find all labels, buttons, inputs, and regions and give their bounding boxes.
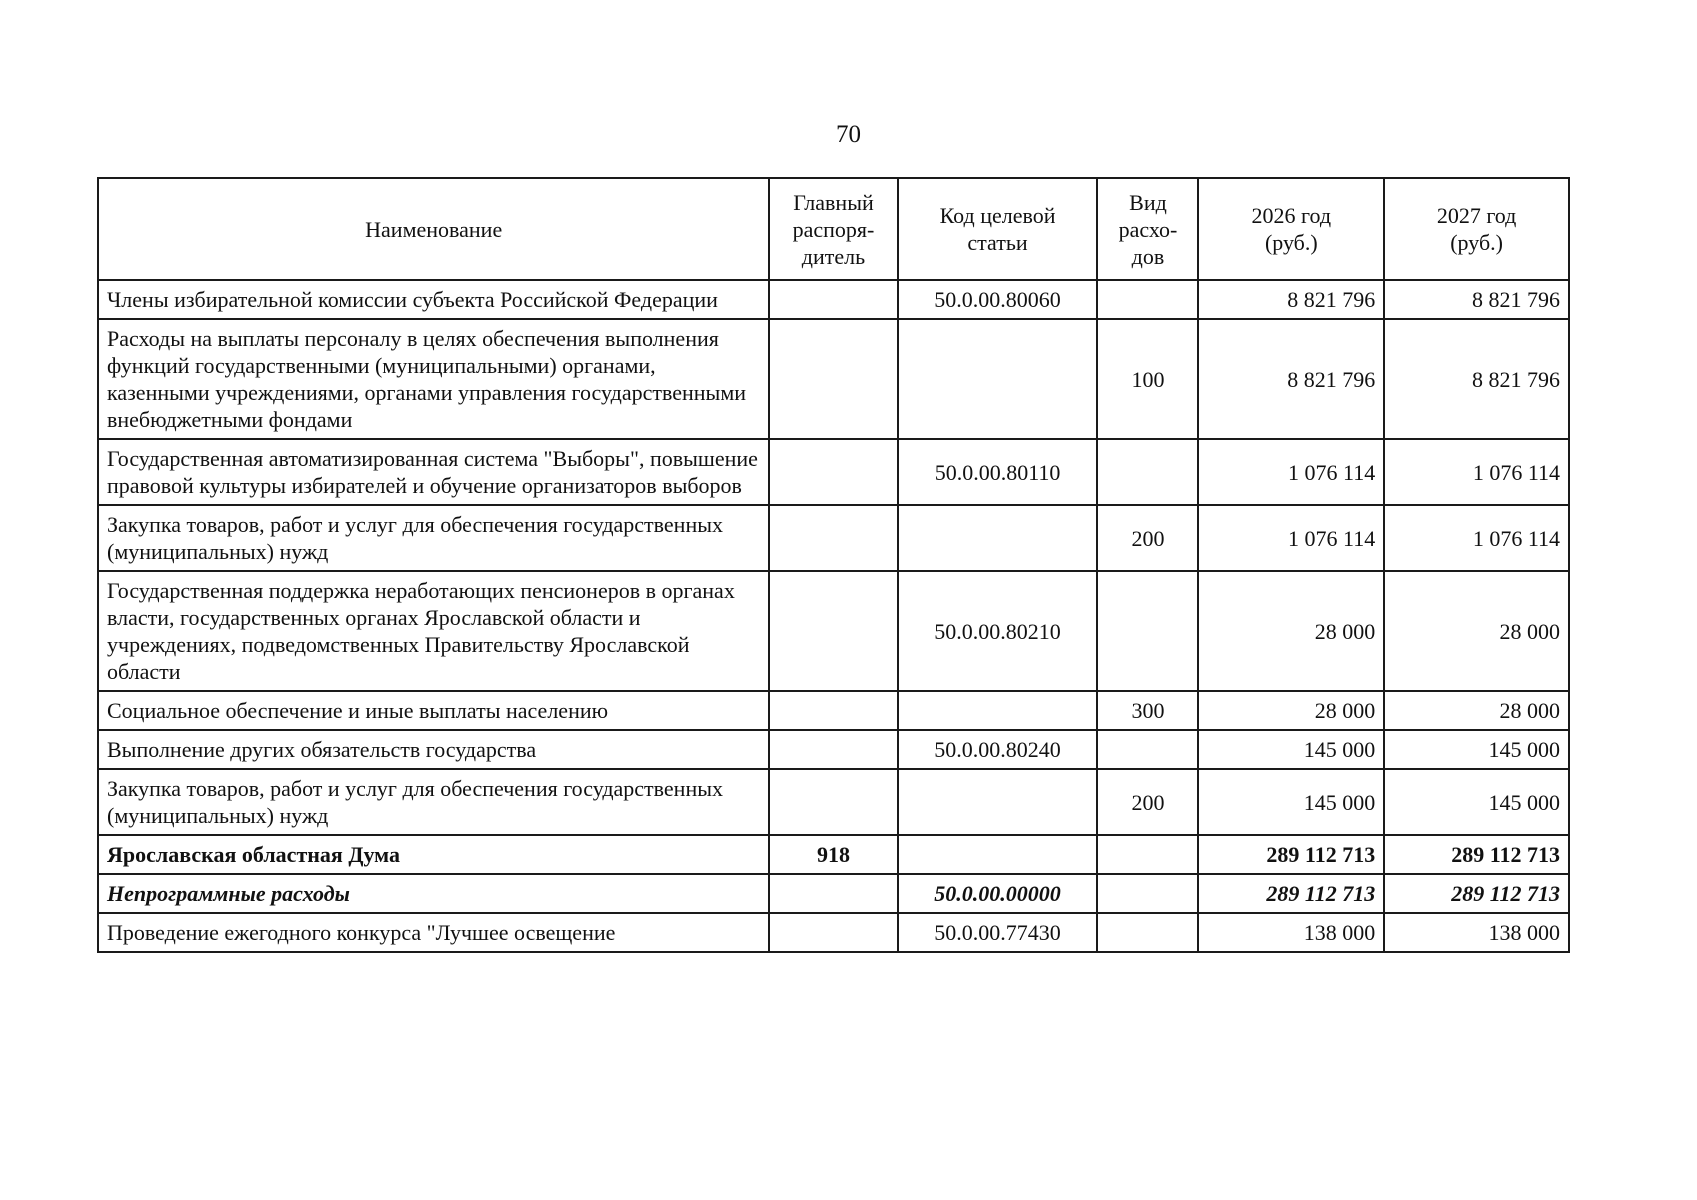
table-body [98, 280, 1569, 952]
cell-2027: 8 821 796 [1384, 319, 1569, 439]
cell-2026: 1 076 114 [1198, 439, 1384, 505]
cell-type: 100 [1097, 319, 1198, 439]
cell-2026: 28 000 [1198, 571, 1384, 691]
cell-2027: 138 000 [1384, 913, 1569, 952]
cell-2027: 8 821 796 [1384, 280, 1569, 319]
cell-2027: 289 112 713 [1384, 835, 1569, 874]
cell-code: 50.0.00.00000 [898, 874, 1098, 913]
header-row [98, 178, 1569, 280]
table-header [98, 178, 1569, 280]
cell-manager [769, 319, 897, 439]
cell-type: 300 [1097, 691, 1198, 730]
cell-code [898, 505, 1098, 571]
cell-name: Члены избирательной комиссии субъекта Российской Федерации [98, 280, 769, 319]
cell-name: Проведение ежегодного конкурса "Лучшее освещение [98, 913, 769, 952]
budget-table [97, 177, 1570, 953]
cell-2026: 145 000 [1198, 769, 1384, 835]
table-row [98, 730, 1569, 769]
header-type: Вид расхо- дов [1097, 178, 1198, 280]
cell-name: Расходы на выплаты персоналу в целях обеспечения выполнения функций государственными (муниципальными) органами, казенными учреждениями, органами управления государственными внебюджетными фондами [98, 319, 769, 439]
cell-manager [769, 769, 897, 835]
cell-2026: 145 000 [1198, 730, 1384, 769]
cell-2027: 28 000 [1384, 691, 1569, 730]
cell-2026: 8 821 796 [1198, 319, 1384, 439]
cell-2026: 289 112 713 [1198, 835, 1384, 874]
table-row [98, 769, 1569, 835]
cell-2026: 28 000 [1198, 691, 1384, 730]
cell-type [1097, 439, 1198, 505]
header-2027: 2027 год (руб.) [1384, 178, 1569, 280]
cell-2027: 28 000 [1384, 571, 1569, 691]
cell-2027: 1 076 114 [1384, 505, 1569, 571]
cell-name: Ярославская областная Дума [98, 835, 769, 874]
table-row [98, 571, 1569, 691]
cell-name: Государственная поддержка неработающих пенсионеров в органах власти, государственных органах Ярославской области и учреждениях, подведомственных Правительству Ярославской области [98, 571, 769, 691]
cell-type [1097, 835, 1198, 874]
table-row [98, 835, 1569, 874]
cell-code: 50.0.00.80240 [898, 730, 1098, 769]
cell-name: Закупка товаров, работ и услуг для обеспечения государственных (муниципальных) нужд [98, 769, 769, 835]
cell-2027: 145 000 [1384, 769, 1569, 835]
header-manager: Главный распоря- дитель [769, 178, 897, 280]
cell-type [1097, 280, 1198, 319]
cell-manager [769, 730, 897, 769]
cell-manager [769, 505, 897, 571]
cell-2027: 145 000 [1384, 730, 1569, 769]
header-name: Наименование [98, 178, 769, 280]
cell-type [1097, 730, 1198, 769]
cell-type [1097, 571, 1198, 691]
cell-code [898, 835, 1098, 874]
cell-type: 200 [1097, 769, 1198, 835]
header-2026: 2026 год (руб.) [1198, 178, 1384, 280]
cell-name: Социальное обеспечение и иные выплаты населению [98, 691, 769, 730]
cell-name: Выполнение других обязательств государства [98, 730, 769, 769]
cell-type [1097, 913, 1198, 952]
cell-code [898, 691, 1098, 730]
cell-code [898, 769, 1098, 835]
cell-2026: 138 000 [1198, 913, 1384, 952]
header-code: Код целевой статьи [898, 178, 1098, 280]
cell-name: Закупка товаров, работ и услуг для обеспечения государственных (муниципальных) нужд [98, 505, 769, 571]
cell-manager [769, 874, 897, 913]
cell-manager [769, 439, 897, 505]
cell-manager [769, 691, 897, 730]
cell-type: 200 [1097, 505, 1198, 571]
budget-table-container [97, 177, 1570, 953]
table-row [98, 439, 1569, 505]
cell-name: Непрограммные расходы [98, 874, 769, 913]
cell-2026: 289 112 713 [1198, 874, 1384, 913]
cell-code [898, 319, 1098, 439]
table-row [98, 691, 1569, 730]
cell-2026: 8 821 796 [1198, 280, 1384, 319]
page-number: 70 [836, 121, 861, 148]
cell-code: 50.0.00.80060 [898, 280, 1098, 319]
cell-manager [769, 280, 897, 319]
table-row [98, 913, 1569, 952]
cell-code: 50.0.00.77430 [898, 913, 1098, 952]
table-row [98, 319, 1569, 439]
cell-2027: 289 112 713 [1384, 874, 1569, 913]
cell-manager [769, 913, 897, 952]
cell-manager: 918 [769, 835, 897, 874]
cell-type [1097, 874, 1198, 913]
cell-name: Государственная автоматизированная система "Выборы", повышение правовой культуры избирателей и обучение организаторов выборов [98, 439, 769, 505]
cell-manager [769, 571, 897, 691]
table-row [98, 280, 1569, 319]
cell-2027: 1 076 114 [1384, 439, 1569, 505]
cell-2026: 1 076 114 [1198, 505, 1384, 571]
cell-code: 50.0.00.80110 [898, 439, 1098, 505]
table-row [98, 505, 1569, 571]
table-row [98, 874, 1569, 913]
cell-code: 50.0.00.80210 [898, 571, 1098, 691]
